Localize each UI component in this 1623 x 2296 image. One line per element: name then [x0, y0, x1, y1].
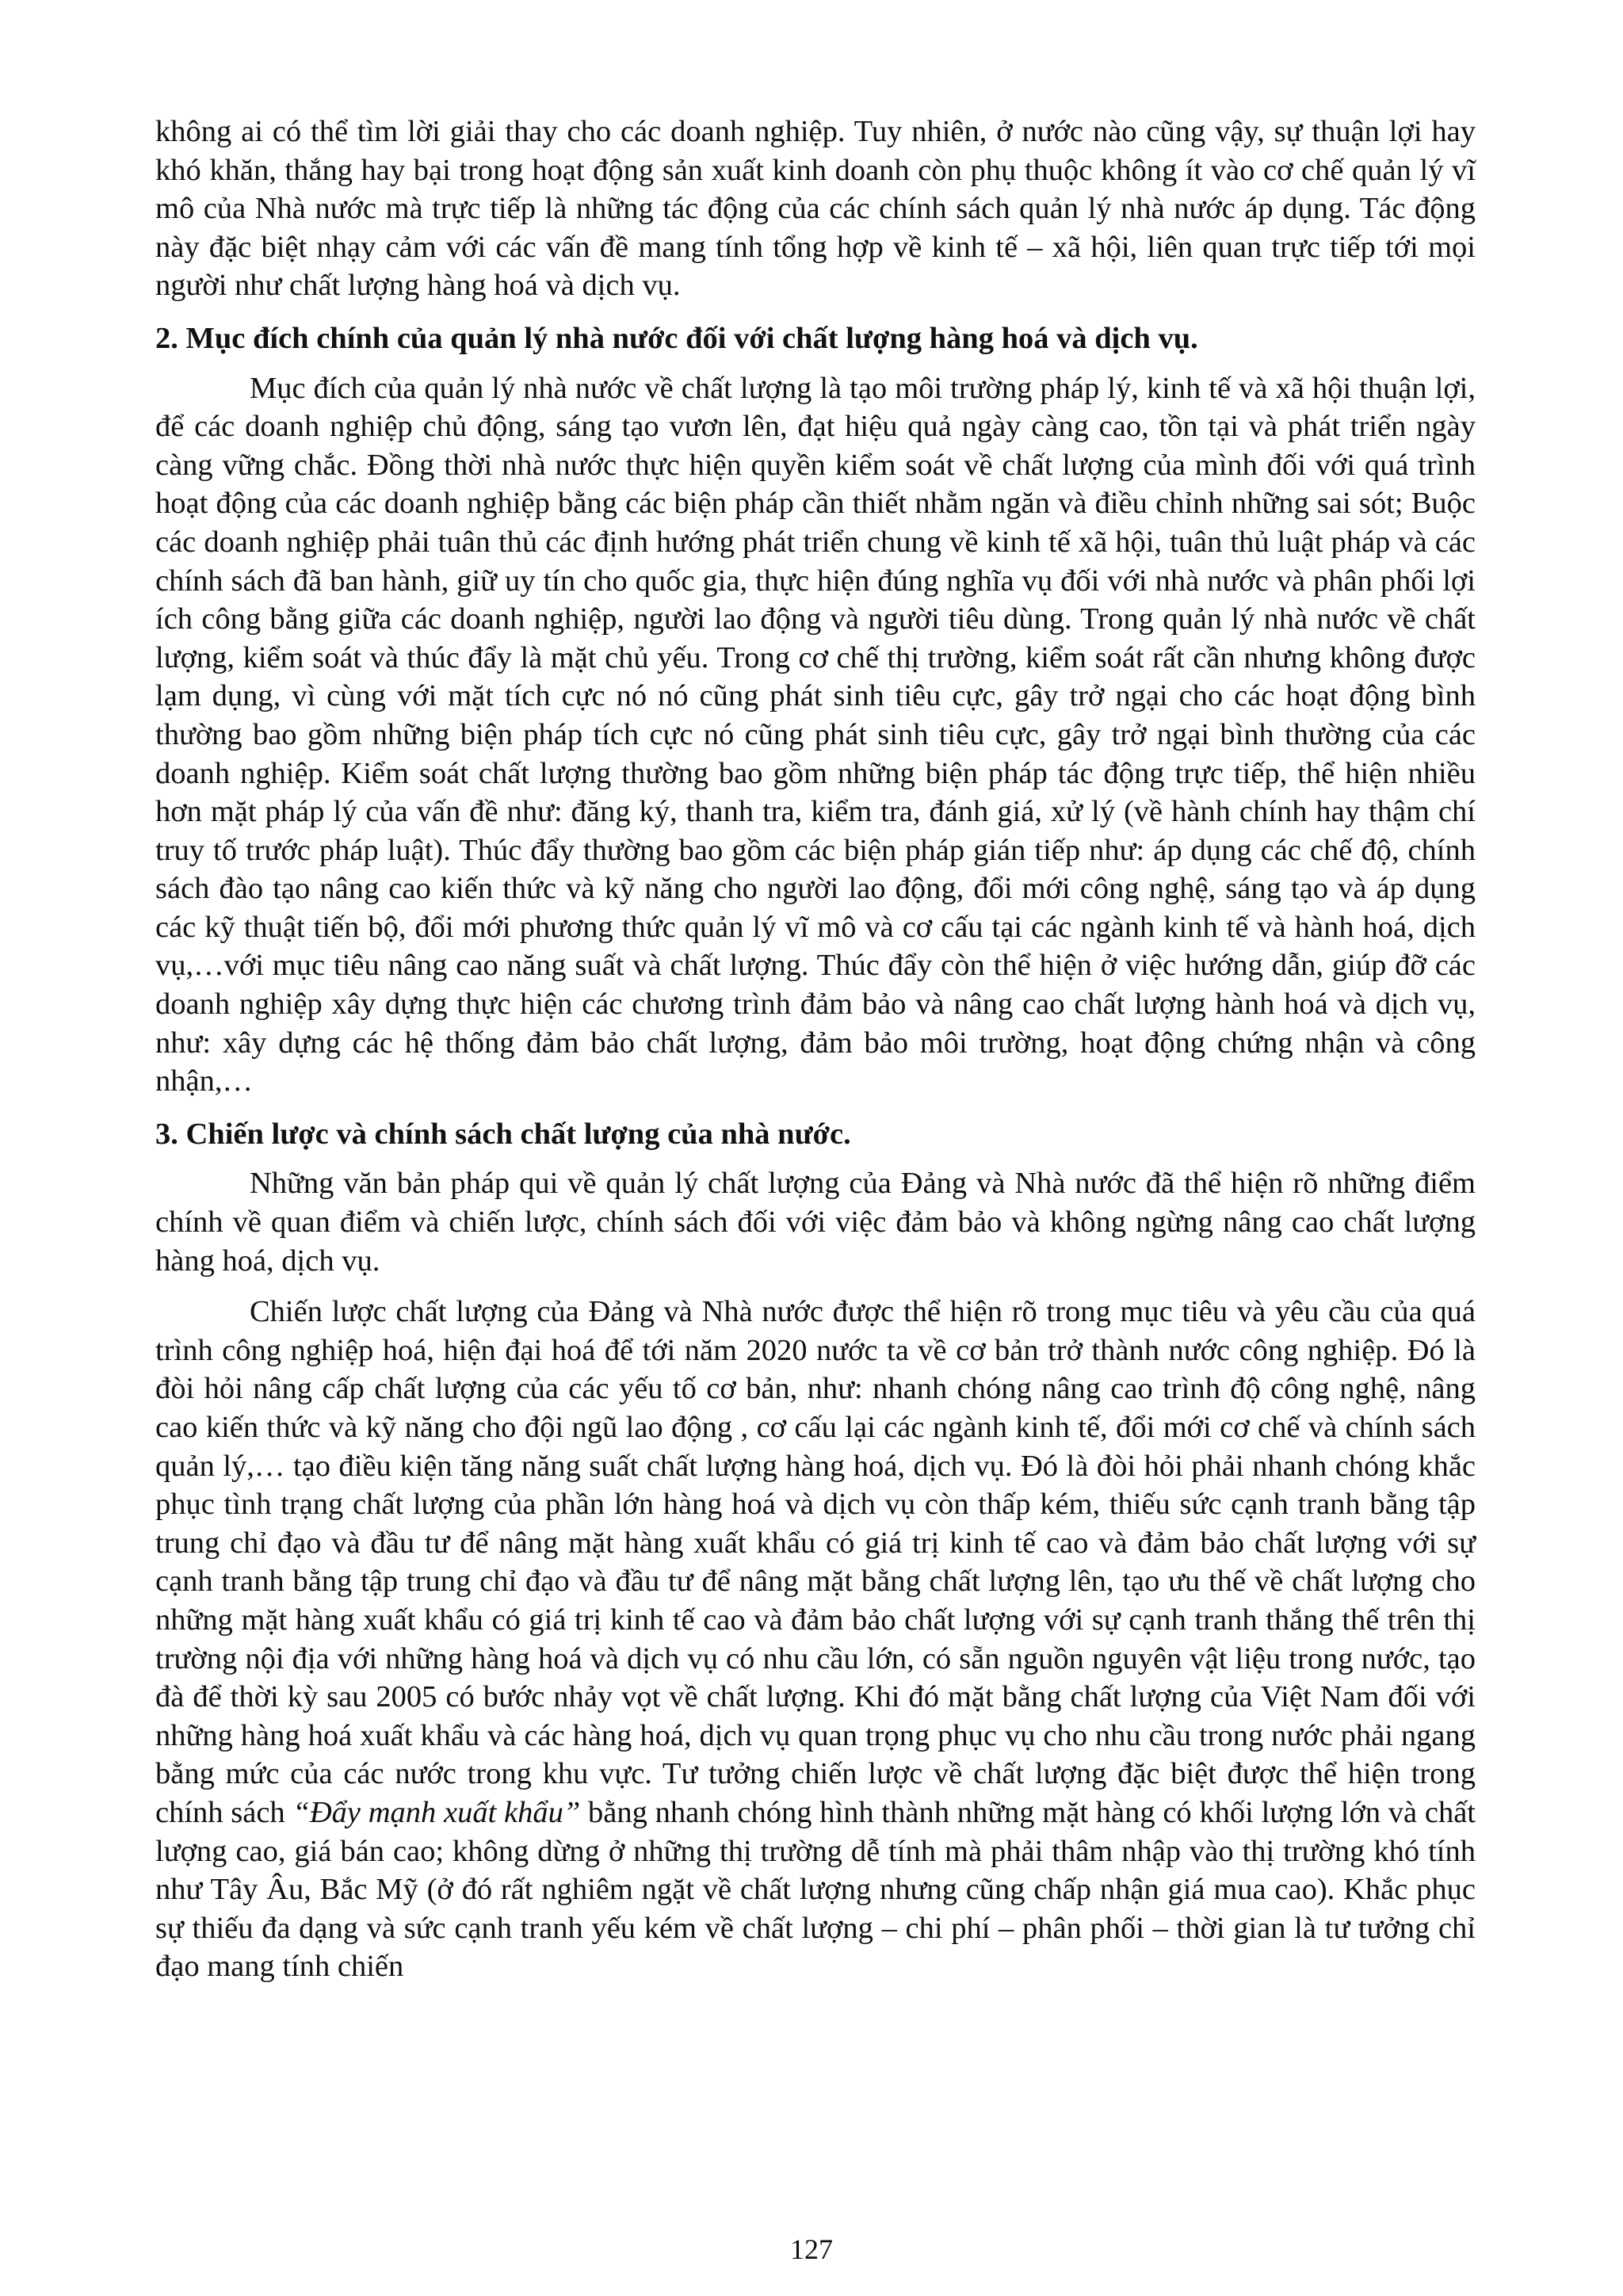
- section-3-paragraph-2: [155, 1293, 1476, 1986]
- section-3-heading: 3. Chiến lược và chính sách chất lượng của nhà nước.: [155, 1117, 851, 1151]
- section-2-heading: 2. Mục đích chính của quản lý nhà nước đối với chất lượng hàng hoá và dịch vụ.: [155, 321, 1198, 355]
- paragraph-2-text-a: Chiến lược chất lượng của Đảng và Nhà nước được thể hiện rõ trong mục tiêu và yêu cầu của quá trình công nghiệp hoá, hiện đại hoá để tới năm 2020 nước ta về cơ bản trở thành nước công nghiệp. Đó là đòi hỏi nâng cấp chất lượng của các yếu tố cơ bản, như: nhanh chóng nâng cao trình độ công nghệ, nâng cao kiến thức và kỹ năng cho đội ngũ lao động , cơ cấu lại các ngành kinh tế, đổi mới cơ chế và chính sách quản lý,… tạo điều kiện tăng năng suất chất lượng hàng hoá, dịch vụ. Đó là đòi hỏi phải nhanh chóng khắc phục tình trạng chất lượng của phần lớn hàng hoá và dịch vụ còn thấp kém, thiếu sức cạnh tranh bằng tập trung chỉ đạo và đầu tư để nâng mặt hàng xuất khẩu có giá trị kinh tế cao và đảm bảo chất lượng với sự cạnh tranh bằng tập trung chỉ đạo và đầu tư để nâng mặt bằng chất lượng lên, tạo ưu thế về chất lượng cho những mặt hàng xuất khẩu có giá trị kinh tế cao và đảm bảo chất lượng với sự cạnh tranh thắng thế trên thị trường nội địa với những hàng hoá và dịch vụ có nhu cầu lớn, có sẵn nguồn nguyên vật liệu trong nước, tạo đà để thời kỳ sau 2005 có bước nhảy vọt về chất lượng. Khi đó mặt bằng chất lượng của Việt Nam đối với những hàng hoá xuất khẩu và các hàng hoá, dịch vụ quan trọng phục vụ cho nhu cầu trong nước phải ngang bằng mức của các nước trong khu vực. Tư tưởng chiến lược về chất lượng đặc biệt được thể hiện trong chính sách: [155, 1295, 1476, 1829]
- page-number: 127: [790, 2233, 833, 2265]
- paragraph-2-text-b: bằng nhanh chóng hình thành những mặt hàng có khối lượng lớn và chất lượng cao, giá bán cao; không dừng ở những thị trường dễ tính mà phải thâm nhập vào thị trường khó tính như Tây Âu, Bắc Mỹ (ở đó rất nghiêm ngặt về chất lượng nhưng cũng chấp nhận giá mua cao). Khắc phục sự thiếu đa dạng và sức cạnh tranh yếu kém về chất lượng – chi phí – phân phối – thời gian là tư tưởng chỉ đạo mang tính chiến: [155, 1795, 1476, 1984]
- quoted-policy-name: “Đẩy mạnh xuất khẩu”: [292, 1795, 581, 1829]
- intro-paragraph: không ai có thể tìm lời giải thay cho các doanh nghiệp. Tuy nhiên, ở nước nào cũng vậy, sự thuận lợi hay khó khăn, thắng hay bại trong hoạt động sản xuất kinh doanh còn phụ thuộc không ít vào cơ chế quản lý vĩ mô của Nhà nước mà trực tiếp là những tác động của các chính sách quản lý nhà nước áp dụng. Tác động này đặc biệt nhạy cảm với các vấn đề mang tính tổng hợp về kinh tế – xã hội, liên quan trực tiếp tới mọi người như chất lượng hàng hoá và dịch vụ.: [155, 115, 1476, 303]
- section-3-paragraph-1: Những văn bản pháp qui về quản lý chất lượng của Đảng và Nhà nước đã thể hiện rõ những điểm chính về quan điểm và chiến lược, chính sách đối với việc đảm bảo và không ngừng nâng cao chất lượng hàng hoá, dịch vụ.: [155, 1167, 1476, 1278]
- section-2-paragraph: Mục đích của quản lý nhà nước về chất lượng là tạo môi trường pháp lý, kinh tế và xã hội thuận lợi, để các doanh nghiệp chủ động, sáng tạo vươn lên, đạt hiệu quả ngày càng cao, tồn tại và phát triển ngày càng vững chắc. Đồng thời nhà nước thực hiện quyền kiểm soát về chất lượng của mình đối với quá trình hoạt động của các doanh nghiệp bằng các biện pháp cần thiết nhằm ngăn và điều chỉnh những sai sót; Buộc các doanh nghiệp phải tuân thủ các định hướng phát triển chung về kinh tế xã hội, tuân thủ luật pháp và các chính sách đã ban hành, giữ uy tín cho quốc gia, thực hiện đúng nghĩa vụ đối với nhà nước và phân phối lợi ích công bằng giữa các doanh nghiệp, người lao động và người tiêu dùng. Trong quản lý nhà nước về chất lượng, kiểm soát và thúc đẩy là mặt chủ yếu. Trong cơ chế thị trường, kiểm soát rất cần nhưng không được lạm dụng, vì cùng với mặt tích cực nó nó cũng phát sinh tiêu cực, gây trở ngại cho các hoạt động bình thường bao gồm những biện pháp tích cực nó cũng phát sinh tiêu cực, gây trở ngại bình thường của các doanh nghiệp. Kiểm soát chất lượng thường bao gồm những biện pháp tác động trực tiếp, thể hiện nhiều hơn mặt pháp lý của vấn đề như: đăng ký, thanh tra, kiểm tra, đánh giá, xử lý (về hành chính hay thậm chí truy tố trước pháp luật). Thúc đẩy thường bao gồm các biện pháp gián tiếp như: áp dụng các chế độ, chính sách đào tạo nâng cao kiến thức và kỹ năng cho người lao động, đổi mới công nghệ, sáng tạo và áp dụng các kỹ thuật tiến bộ, đổi mới phương thức quản lý vĩ mô và cơ cấu tại các ngành kinh tế và hành hoá, dịch vụ,…với mục tiêu nâng cao năng suất và chất lượng. Thúc đẩy còn thể hiện ở việc hướng dẫn, giúp đỡ các doanh nghiệp xây dựng thực hiện các chương trình đảm bảo và nâng cao chất lượng hành hoá và dịch vụ, như: xây dựng các hệ thống đảm bảo chất lượng, đảm bảo môi trường, hoạt động chứng nhận và công nhận,…: [155, 371, 1476, 1098]
